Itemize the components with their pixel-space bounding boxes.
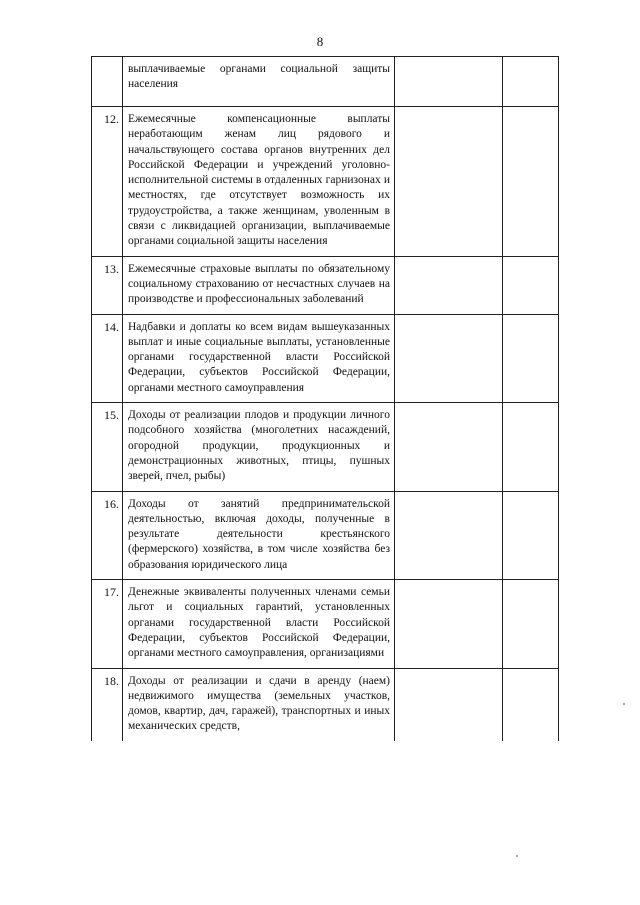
empty-cell <box>395 314 503 402</box>
row-description: Денежные эквиваленты полученных членами семьи льгот и социальных гарантий, установленных органами государственной власти Российской Федерации, субъектов Российской Федерации, органами местного самоуправления, организациями <box>123 580 395 668</box>
row-description: Доходы от занятий предпринимательской деятельностью, включая доходы, полученные в результате деятельности крестьянского (фермерского) хозяйства, в том числе хозяйства без образования юридического лица <box>123 491 395 579</box>
empty-cell <box>395 580 503 668</box>
row-description: Ежемесячные страховые выплаты по обязательному социальному страхованию от несчастных случаев на производстве и профессиональных заболеваний <box>123 256 395 314</box>
row-number: 18. <box>92 668 123 741</box>
row-description: Надбавки и доплаты ко всем видам вышеуказанных выплат и иные социальные выплаты, установленные органами государственной власти Российской Федерации, субъектов Российской Федерации, органами местного самоуправления <box>123 314 395 402</box>
table-row <box>92 580 559 668</box>
empty-cell <box>395 256 503 314</box>
scan-speck <box>516 855 518 857</box>
row-number: 16. <box>92 491 123 579</box>
empty-cell <box>503 107 559 257</box>
row-description: Доходы от реализации и сдачи в аренду (наем) недвижимого имущества (земельных участков, домов, квартир, дач, гаражей), транспортных и иных механических средств, <box>123 668 395 741</box>
empty-cell <box>503 580 559 668</box>
table-row <box>92 107 559 257</box>
row-number <box>92 57 123 107</box>
income-table <box>91 56 559 741</box>
empty-cell <box>395 107 503 257</box>
row-description: Ежемесячные компенсационные выплаты неработающим женам лиц рядового и начальствующего состава органов внутренних дел Российской Федерации и учреждений уголовно-исполнительной системы в отдаленных гарнизонах и местностях, где отсутствует возможность их трудоустройства, а также женщинам, уволенным в связи с ликвидацией организации, выплачиваемые органами социальной защиты населения <box>123 107 395 257</box>
empty-cell <box>503 314 559 402</box>
row-number: 14. <box>92 314 123 402</box>
table-row <box>92 403 559 491</box>
row-number: 17. <box>92 580 123 668</box>
table-row <box>92 256 559 314</box>
empty-cell <box>395 403 503 491</box>
empty-cell <box>503 256 559 314</box>
row-description: Доходы от реализации плодов и продукции личного подсобного хозяйства (многолетних насаждений, огородной продукции, продукционных и демонстрационных животных, птицы, пушных зверей, пчел, рыбы) <box>123 403 395 491</box>
empty-cell <box>395 57 503 107</box>
empty-cell <box>503 57 559 107</box>
table-row <box>92 491 559 579</box>
empty-cell <box>395 668 503 741</box>
empty-cell <box>395 491 503 579</box>
empty-cell <box>503 668 559 741</box>
row-number: 13. <box>92 256 123 314</box>
row-number: 12. <box>92 107 123 257</box>
row-number: 15. <box>92 403 123 491</box>
row-description: выплачиваемые органами социальной защиты населения <box>123 57 395 107</box>
page-number: 8 <box>316 34 324 49</box>
empty-cell <box>503 403 559 491</box>
table-row <box>92 314 559 402</box>
table-row <box>92 57 559 107</box>
scan-speck <box>623 703 625 705</box>
empty-cell <box>503 491 559 579</box>
table-row <box>92 668 559 741</box>
